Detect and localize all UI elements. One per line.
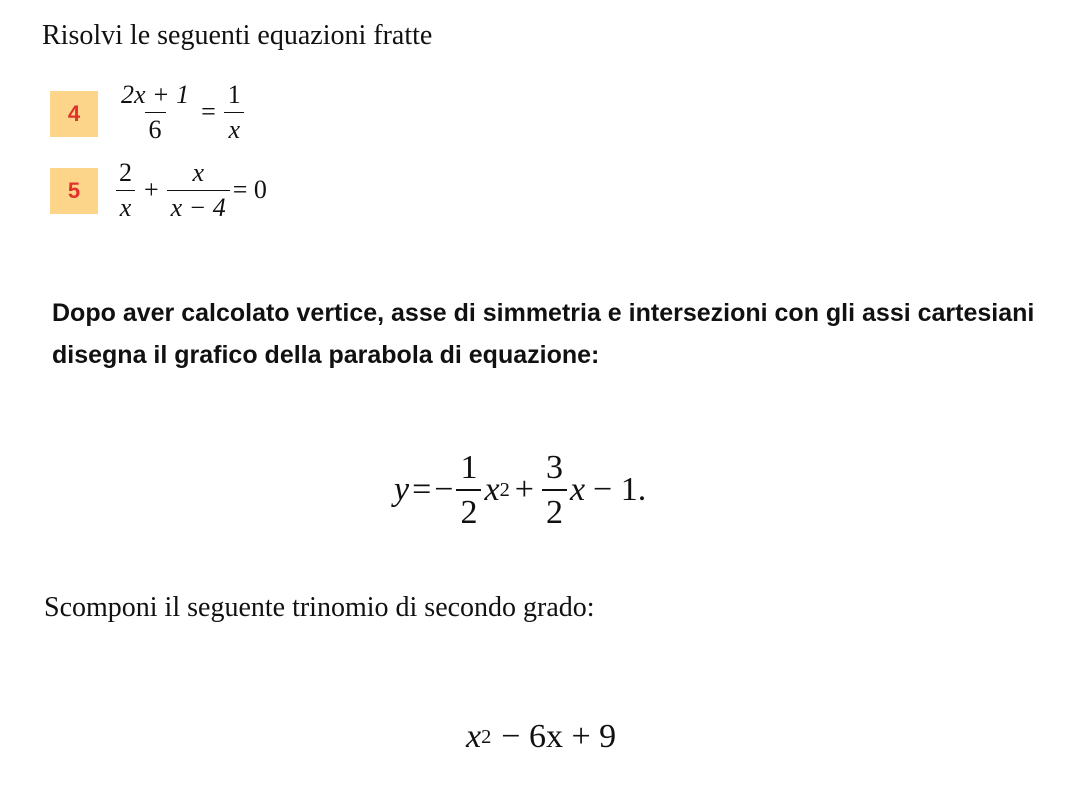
exercise-number-badge: 5 — [50, 168, 98, 214]
exercise-heading: Risolvi le seguenti equazioni fratte — [42, 20, 433, 51]
fraction-b — [542, 448, 567, 532]
equals-sign: = — [412, 471, 432, 509]
exercise-number-badge: 4 — [50, 91, 98, 137]
denominator: 2 — [456, 489, 481, 532]
denominator: x − 4 — [167, 190, 230, 223]
numerator: 3 — [545, 449, 563, 486]
equation-4 — [114, 80, 248, 145]
denominator: 2 — [542, 489, 567, 532]
fraction-a — [456, 448, 481, 532]
y-variable: y — [394, 471, 410, 509]
fraction-term2 — [167, 158, 230, 223]
minus-sign: − — [434, 471, 454, 509]
factor-heading: Scomponi il seguente trinomio di secondo grado: — [44, 592, 595, 623]
rhs-value: = 0 — [232, 175, 267, 205]
x-variable: x — [484, 471, 500, 509]
numerator: 1 — [460, 449, 478, 486]
parabola-instruction: Dopo aver calcolato vertice, asse di simmetria e intersezioni con gli assi cartesiani disegna il grafico della parabola di equazione: — [52, 299, 1035, 369]
equals-sign: = — [201, 97, 216, 127]
fraction-rhs — [224, 80, 245, 145]
numerator: 1 — [227, 80, 241, 109]
plus-sign: + — [514, 471, 534, 509]
denominator: x — [224, 112, 244, 145]
numerator: 2x + 1 — [121, 80, 190, 109]
fraction-lhs — [117, 80, 193, 145]
constant-term: − 1. — [593, 471, 647, 509]
parabola-equation: y = − $\frac{1}{2}$ x 2 + $\frac{3}{2}$ x − 1. — [394, 449, 647, 532]
trinomial-rest: − 6x + 9 — [501, 718, 617, 755]
numerator: x — [192, 158, 204, 187]
denominator: x — [116, 190, 136, 223]
trinomial-expression: x 2 − 6x + 9 — [466, 718, 617, 755]
denominator: 6 — [145, 112, 166, 145]
x-variable: x — [569, 471, 586, 509]
plus-sign: + — [144, 175, 159, 205]
equation-5 — [112, 158, 267, 223]
fraction-term1 — [115, 158, 136, 223]
x-variable: x — [466, 718, 482, 755]
numerator: 2 — [119, 158, 132, 187]
